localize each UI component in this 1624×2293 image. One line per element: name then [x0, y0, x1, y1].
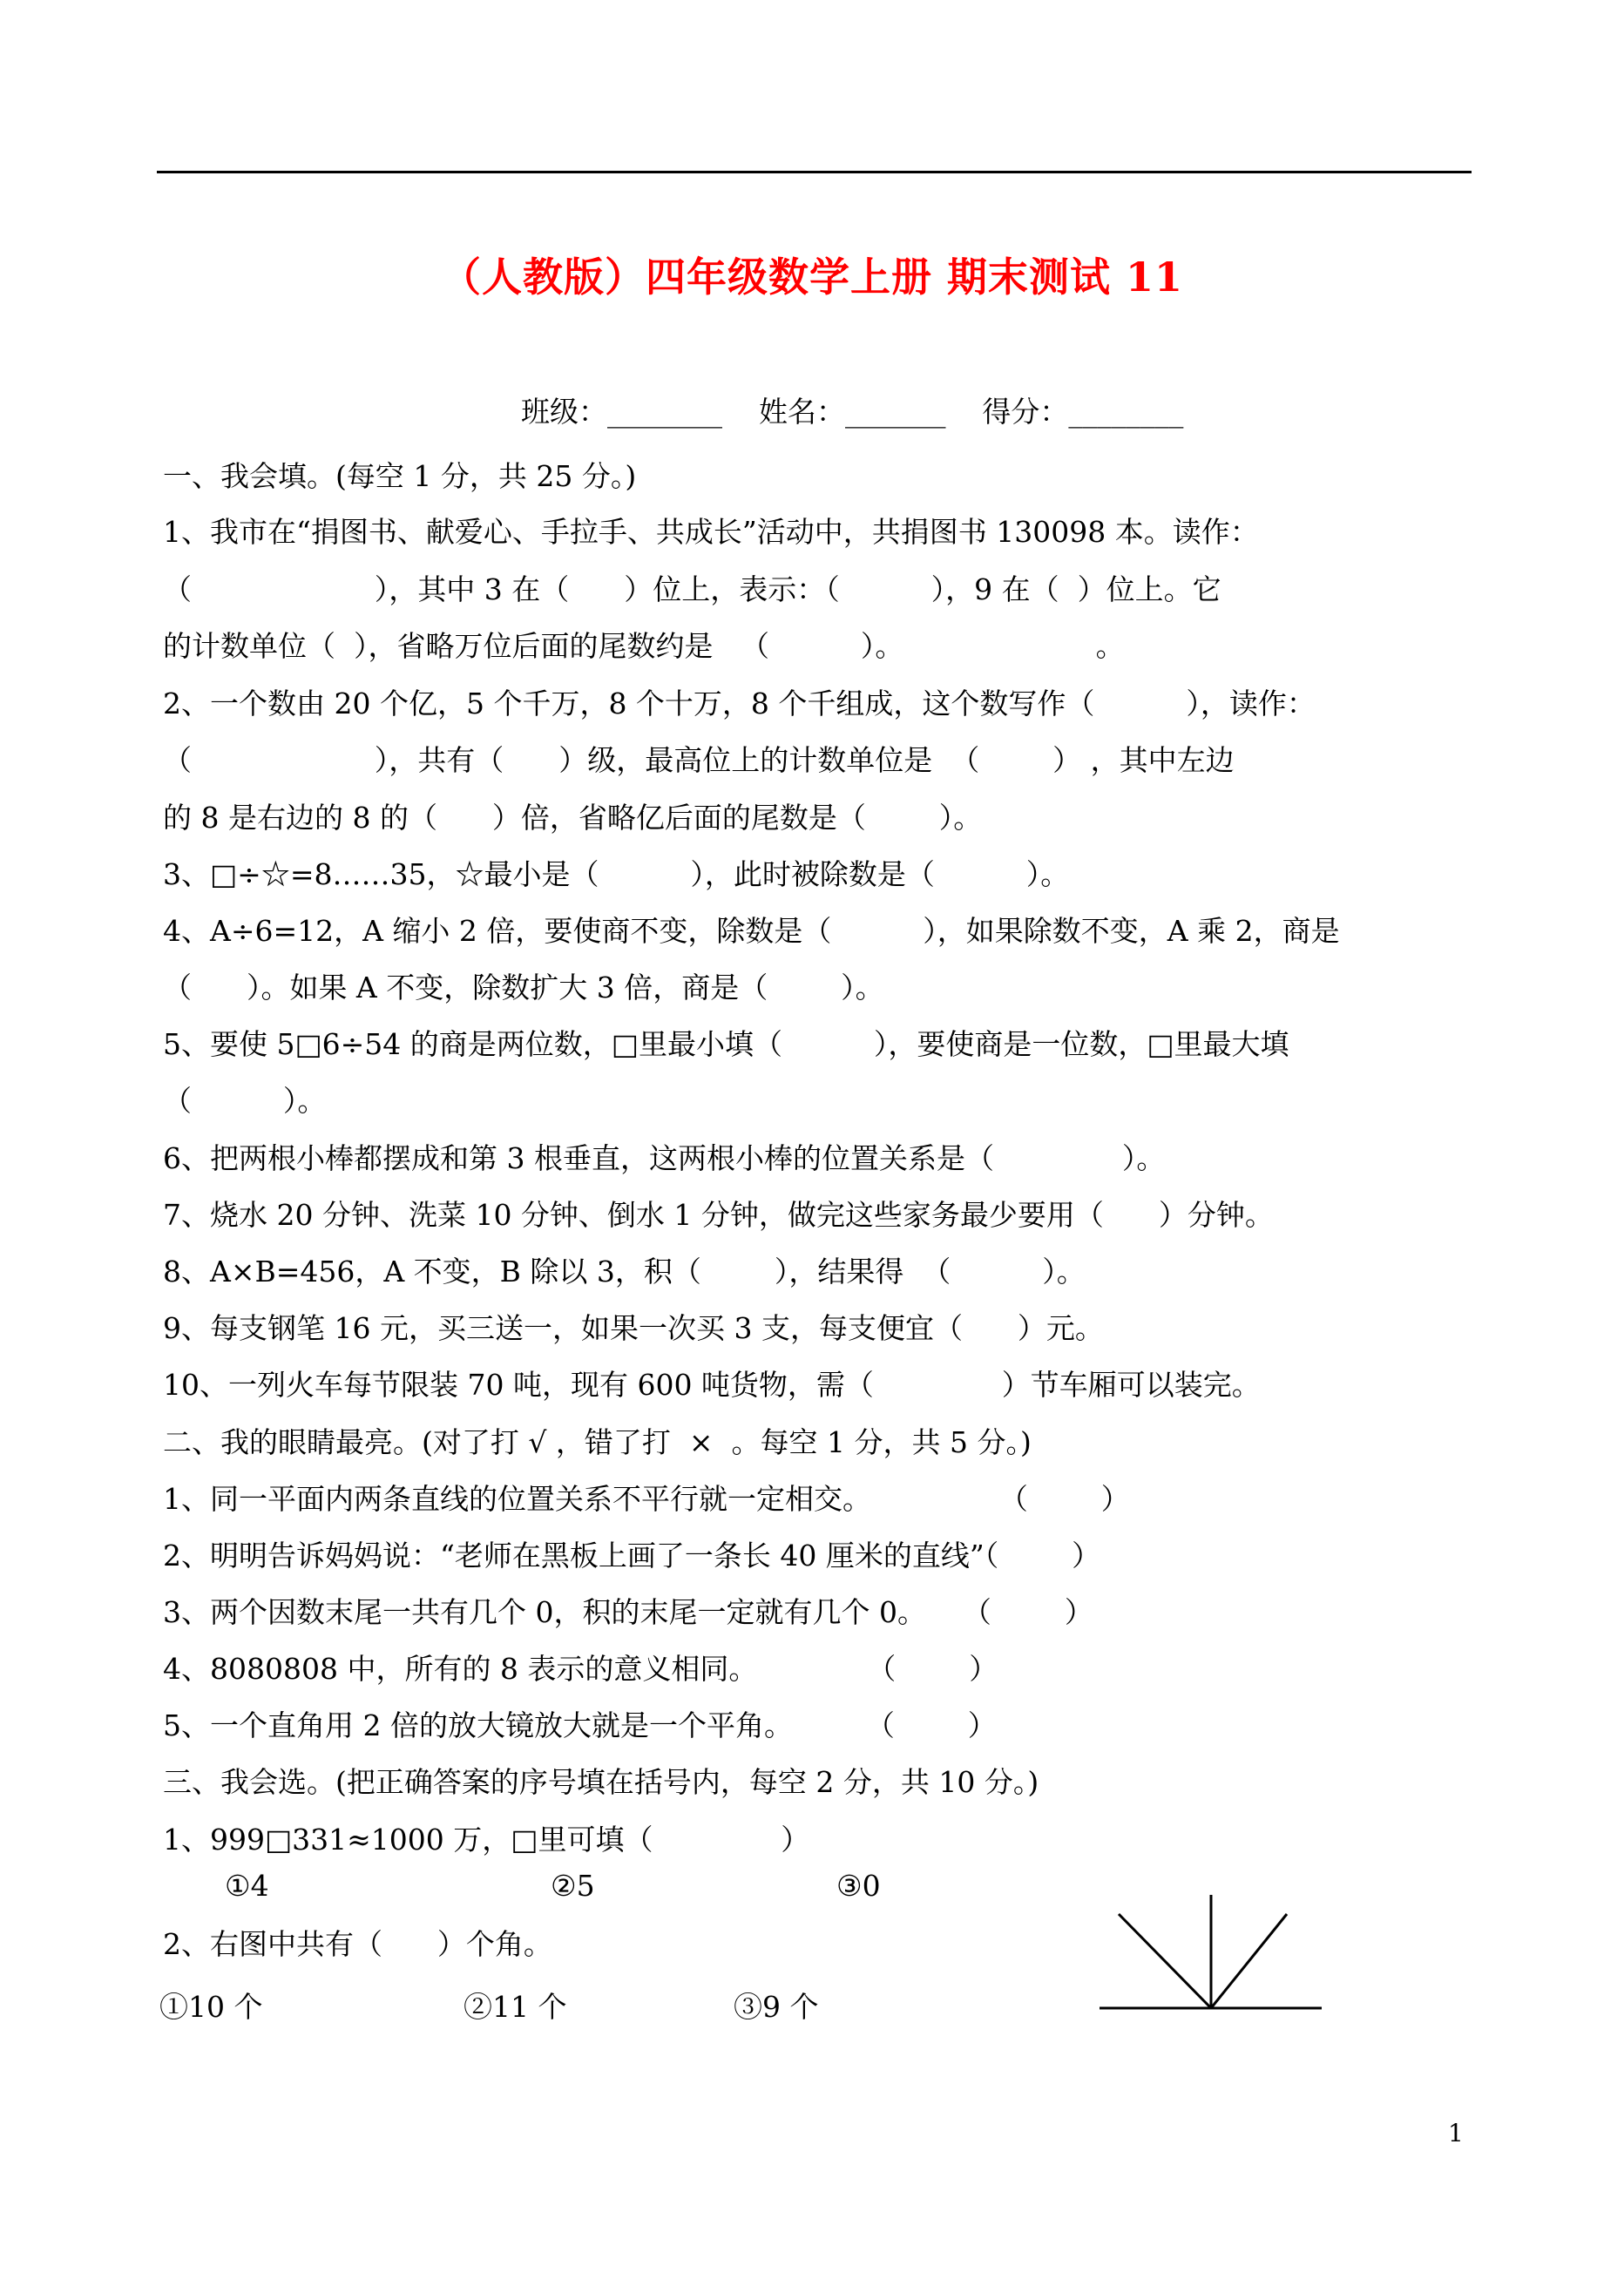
option-2b: ②11 个 — [464, 1990, 567, 2024]
text-line-2: 1、我市在“捐图书、献爱心、手拉手、共成长”活动中，共捐图书 130098 本。读作： — [163, 515, 1259, 549]
page-title: （人教版）四年级数学上册 期末测试 11 — [440, 254, 1184, 301]
text-line-20: 2、明明告诉妈妈说：“老师在黑板上画了一条长 40 厘米的直线”（ ） — [163, 1539, 1101, 1573]
text-line-11: 5、要使 5□6÷54 的商是两位数，□里最小填（ ），要使商是一位数，□里最大填 — [163, 1027, 1289, 1061]
text-line-15: 8、A×B=456，A 不变，B 除以 3，积（ ），结果得 （ ）。 — [163, 1255, 1086, 1289]
text-line-23: 5、一个直角用 2 倍的放大镜放大就是一个平角。 （ ） — [163, 1708, 997, 1742]
text-line-24: 三、我会选。(把正确答案的序号填在括号内，每空 2 分，共 10 分。) — [163, 1765, 1039, 1799]
option-1b: ②5 — [551, 1869, 595, 1903]
text-line-5: 2、一个数由 20 个亿，5 个千万，8 个十万，8 个千组成，这个数写作（ ），读作： — [163, 687, 1316, 720]
text-line-19: 1、同一平面内两条直线的位置关系不平行就一定相交。 （ ） — [163, 1482, 1130, 1516]
option-2c: ③9 个 — [734, 1990, 819, 2024]
text-line-4: 的计数单位（ ），省略万位后面的尾数约是 （ ）。 。 — [163, 629, 1125, 663]
text-line-1: 一、我会填。(每空 1 分，共 25 分。) — [163, 459, 637, 493]
text-line-3: （ ），其中 3 在（ ）位上，表示：（ ），9 在（ ）位上。它 — [163, 572, 1221, 606]
page-number: 1 — [1448, 2119, 1464, 2148]
text-line-22: 4、8080808 中，所有的 8 表示的意义相同。 （ ） — [163, 1652, 998, 1686]
angle-figure — [1100, 1895, 1326, 2017]
text-line-6: （ ），共有（ ）级，最高位上的计数单位是 （ ） ，其中左边 — [163, 743, 1235, 777]
text-line-14: 7、烧水 20 分钟、洗菜 10 分钟、倒水 1 分钟，做完这些家务最少要用（ ）分钟。 — [163, 1198, 1274, 1232]
text-line-25: 1、999□331≈1000 万，□里可填（ ） — [163, 1823, 810, 1857]
text-line-8: 3、□÷☆=8……35，☆最小是（ ），此时被除数是（ ）。 — [163, 857, 1070, 891]
top-rule — [157, 171, 1472, 173]
question-3-2: 2、右图中共有（ ）个角。 — [163, 1927, 552, 1961]
option-1a: ①4 — [225, 1869, 269, 1903]
figure-ray-left — [1119, 1914, 1211, 2008]
student-info-header: 班级：________ 姓名：_______ 得分：________ — [521, 395, 1184, 429]
text-line-10: （ ）。如果 A 不变，除数扩大 3 倍，商是（ ）。 — [163, 971, 884, 1004]
option-1c: ③0 — [836, 1869, 881, 1903]
text-line-16: 9、每支钢笔 16 元，买三送一，如果一次买 3 支，每支便宜（ ）元。 — [163, 1311, 1104, 1345]
text-line-17: 10、一列火车每节限装 70 吨，现有 600 吨货物，需（ ）节车厢可以装完。 — [163, 1368, 1261, 1402]
text-line-9: 4、A÷6=12，A 缩小 2 倍，要使商不变，除数是（ ），如果除数不变，A 乘 2，商是 — [163, 914, 1340, 948]
option-2a: ①10 个 — [159, 1990, 263, 2024]
text-line-18: 二、我的眼睛最亮。(对了打 √ ，错了打 × 。每空 1 分，共 5 分。) — [163, 1425, 1032, 1459]
figure-ray-right — [1211, 1914, 1287, 2008]
text-line-12: （ ）。 — [163, 1084, 327, 1118]
text-line-7: 的 8 是右边的 8 的（ ）倍，省略亿后面的尾数是（ ）。 — [163, 801, 983, 835]
text-line-13: 6、把两根小棒都摆成和第 3 根垂直，这两根小棒的位置关系是（ ）。 — [163, 1141, 1166, 1175]
text-line-21: 3、两个因数末尾一共有几个 0，积的末尾一定就有几个 0。 （ ） — [163, 1595, 1093, 1629]
